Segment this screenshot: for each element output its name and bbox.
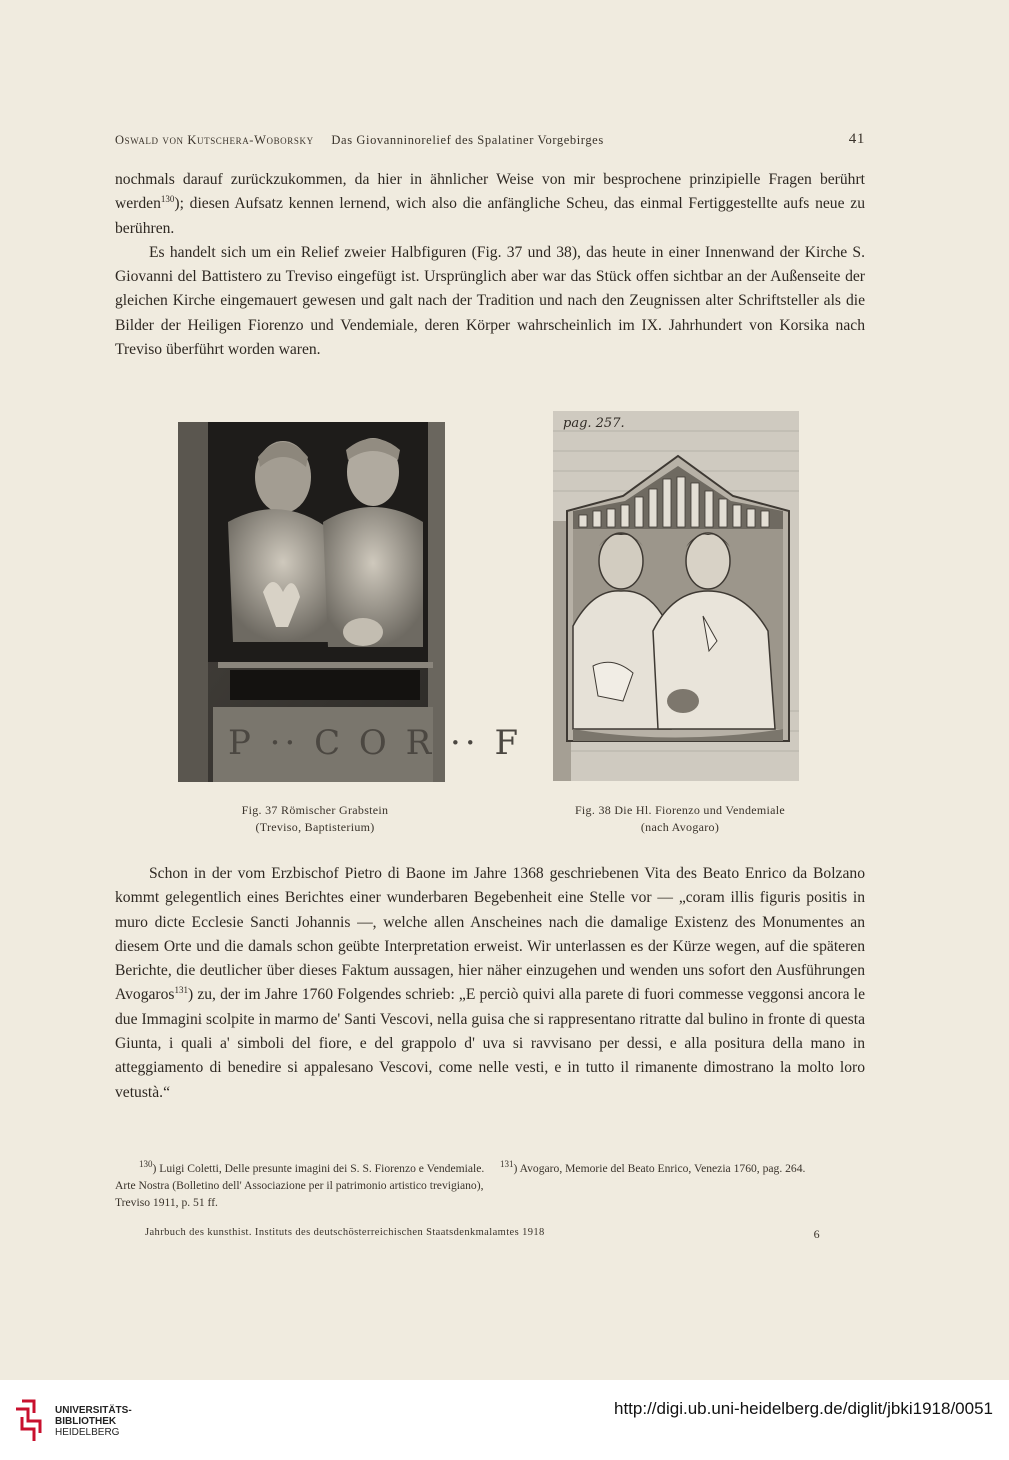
caption-line: (nach Avogaro) xyxy=(640,820,720,834)
figure-37-image xyxy=(178,422,523,782)
page-number: 41 xyxy=(848,131,865,147)
caption-line: Fig. 37 Römischer Grabstein xyxy=(241,803,389,817)
figure-38-caption xyxy=(540,802,820,836)
body-text-top xyxy=(115,168,865,362)
running-head-title: Das Giovanninorelief des Spalatiner Vorgebirges xyxy=(331,133,604,147)
caption-line: (Treviso, Baptisterium) xyxy=(255,820,375,834)
library-logo-icon[interactable] xyxy=(14,1395,54,1445)
footnote-ref-130[interactable]: 130 xyxy=(160,194,175,205)
footnote-ref-131[interactable]: 131 xyxy=(174,985,188,996)
library-footer-bar xyxy=(0,1380,1009,1460)
inscription-text: P ·· C O R ·· F xyxy=(228,723,523,763)
running-head-author: Oswald von Kutschera-Woborsky xyxy=(115,133,314,147)
figure-38-engraving xyxy=(553,411,799,781)
figure-37-caption xyxy=(180,802,450,836)
paragraph: nochmals darauf zurückzukommen, da hier in ähnlicher Weise von mir besprochene prinzipielle Fragen berührt werden$^{130}$); diesen Aufsatz kennen lernend, wich also die anfängliche Scheu, das einmal Fertiggestellte aufs neue zu berühren. xyxy=(115,171,865,237)
caption-line: Fig. 38 Die Hl. Fiorenzo und Vendemiale xyxy=(574,803,786,817)
annotation-text: pag. 257. xyxy=(563,416,625,431)
sheet-number: 6 xyxy=(813,1227,820,1241)
journal-footer xyxy=(145,1227,865,1241)
library-name: UNIVERSITÄTS- BIBLIOTHEK HEIDELBERG xyxy=(55,1405,132,1438)
footnote-131: $^{131}$) Avogaro, Memorie del Beato Enrico, Venezia 1760, pag. 264. xyxy=(500,1159,806,1175)
running-head xyxy=(115,133,865,148)
source-url-link[interactable]: http://digi.ub.uni-heidelberg.de/diglit/jbki1918/0051 xyxy=(614,1399,993,1418)
paragraph: Schon in der vom Erzbischof Pietro di Baone im Jahre 1368 geschriebenen Vita des Beato Enrico da Bolzano kommt gelegentlich eines Berichtes einer wunderbaren Begebenheit eine Stelle vor — „coram illis figuris positis in muro dicte Ecclesie Sancti Johannis —, welche allen Anscheines nach die damalige Existenz des Monumentes an diesem Orte und die damals schon geübte Interpretation erweist. Wir unterlassen es der Kürze wegen, auf die späteren Berichte, die deutlicher über dieses Faktum aussagen, hier näher einzugehen und wenden uns sofort den Ausführungen Avogaros$^{131}$) zu, der im Jahre 1760 Folgendes schrieb: „E perciò quivi alla parete di fuori commesse veggonsi ancora le due Immagini scolpite in marmo de' Santi Vescovi, nella guisa che si rappresentano ritratte dal bulino in fronte di questa Giunta, i quali a' simboli del fiore, e del grappolo d' uva si ravvisano per dessi, e alla positura della mano in atteggiamento di benedire si appalesano Vescovi, come nelle vesti, e in tutto il rimanente dimostrano la molto loro vetustà.“ xyxy=(115,865,865,1101)
journal-footer-text: Jahrbuch des kunsthist. Instituts des deutschösterreichischen Staatsdenkmalamtes 1918 xyxy=(145,1227,545,1238)
body-text-bottom xyxy=(115,862,865,1105)
footnote-130: $^{130}$) Luigi Coletti, Delle presunte imagini dei S. S. Fiorenzo e Vendemiale. Arte Nostra (Bolletino dell' Associazione per il patrimonio artistico trevigiano), Treviso 1911, p. 51 ff. xyxy=(115,1159,485,1209)
paragraph: Es handelt sich um ein Relief zweier Halbfiguren (Fig. 37 und 38), das heute in einer Innenwand der Kirche S. Giovanni del Battistero zu Treviso eingefügt ist. Ursprünglich aber war das Stück offen sichtbar an der Außenseite der gleichen Kirche eingemauert gewesen und galt nach der Tradition und nach den Zeugnissen alter Schriftsteller als die Bilder der Heiligen Fiorenzo und Vendemiale, deren Körper wahrscheinlich im IX. Jahrhundert von Korsika nach Treviso überführt worden waren. xyxy=(115,243,865,359)
